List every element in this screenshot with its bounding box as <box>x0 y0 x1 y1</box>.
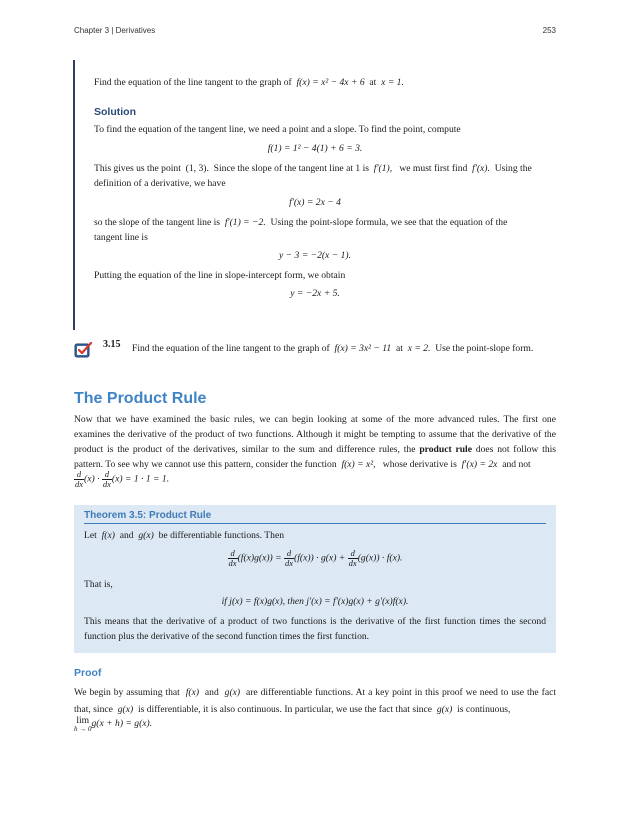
counterexample-equation: $\frac{d}{dx}$ (x) · $\frac{d}{dx}$ (x) = 1 · 1 = 1. <box>75 469 170 489</box>
theorem-title: Theorem 3.5: Product Rule <box>84 510 212 521</box>
limit-operator: lim h → 0 <box>74 715 92 733</box>
limit-expression: lim h → 0 g(x + h) = g(x). <box>74 715 153 733</box>
exercise-number: 3.15 <box>103 339 121 350</box>
solution-paragraph-4: Putting the equation of the line in slope-intercept form, we obtain <box>94 270 346 281</box>
exercise-text: Find the equation of the line tangent to the graph of f(x) = 3x² − 11 at x = 2. Use the point-slope form. <box>132 343 534 354</box>
example-problem: Find the equation of the line tangent to the graph of f(x) = x² − 4x + 6 at x = 1. <box>94 77 404 88</box>
theorem-meaning: This means that the derivative of a product of two functions is the derivative of the first function times the second function plus the derivative of the second function times the first function. <box>84 616 546 642</box>
d-dx-fraction: $\frac{d}{dx}$ <box>348 548 357 568</box>
chapter-header: Chapter 3 | Derivatives <box>74 26 156 35</box>
equation-fprime: f′(x) = 2x − 4 <box>289 197 341 208</box>
theorem-title-rule <box>84 523 546 524</box>
d-dx-fraction: $\frac{d}{dx}$ <box>285 548 294 568</box>
proof-title: Proof <box>74 667 102 679</box>
equation-f1: f(1) = 1² − 4(1) + 6 = 3. <box>267 143 363 154</box>
section-title: The Product Rule <box>74 390 207 407</box>
d-dx-fraction: $\frac{d}{dx}$ <box>228 548 237 568</box>
theorem-if-line: if j(x) = f(x)g(x), then j′(x) = f′(x)g(x) + g′(x)f(x). <box>221 596 409 607</box>
solution-paragraph-2: This gives us the point (1, 3). Since the slope of the tangent line at 1 is f′(1), we must first find f′(x). Using the definition of a derivative, we have <box>94 163 532 189</box>
exercise-checkbox-icon <box>74 341 94 359</box>
page-number: 253 <box>542 26 556 35</box>
proof-paragraph: We begin by assuming that f(x) and g(x) are differentiable functions. At a key point in this proof we need to use the fact that, since g(x) is differentiable, it is also continuous. In particular, we use the fact that since g(x) is continuous, <box>74 687 556 715</box>
d-dx-fraction: $\frac{d}{dx}$ <box>75 469 84 489</box>
example-sidebar-bar <box>73 60 75 330</box>
section-intro-paragraph: Now that we have examined the basic rules, we can begin looking at some of the more advanced rules. The first one examines the derivative of the product of two functions. Although it might be tempting to assume that the derivative of the product is the product of the derivatives, similar to the sum and difference rules, the product rule does not follow this pattern. To see why we cannot use this pattern, consider the function f(x) = x², whose derivative is f′(x) = 2x and not <box>74 414 557 470</box>
equation-slope-intercept: y = −2x + 5. <box>290 288 340 299</box>
theorem-that-is: That is, <box>84 579 113 590</box>
theorem-let-line: Let f(x) and g(x) be differentiable functions. Then <box>84 530 285 541</box>
solution-paragraph-1: To find the equation of the tangent line, we need a point and a slope. To find the point, compute <box>94 124 461 135</box>
solution-paragraph-3: so the slope of the tangent line is f′(1) = −2. Using the point-slope formula, we see that the equation of the tangent line is <box>94 217 508 243</box>
solution-title: Solution <box>94 106 136 118</box>
d-dx-fraction: $\frac{d}{dx}$ <box>102 469 111 489</box>
product-rule-equation: $\frac{d}{dx}$ (f(x)g(x)) = $\frac{d}{dx}$ (f(x)) · g(x) + $\frac{d}{dx}$ (g(x)) · f(x). <box>228 548 403 568</box>
equation-point-slope: y − 3 = −2(x − 1). <box>279 250 351 261</box>
